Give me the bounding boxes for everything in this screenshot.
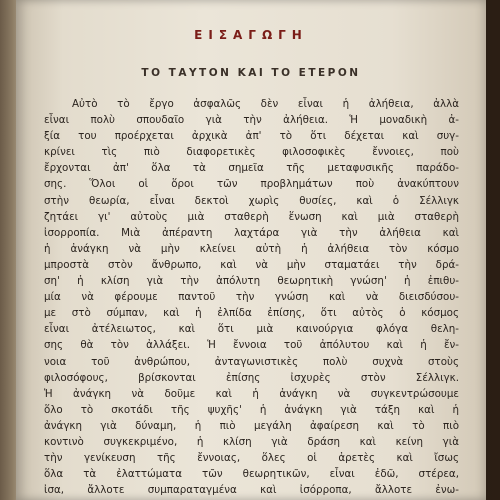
text-line: κοντινὸ συγκεκριμένο, ἡ κλίση γιὰ δράση καὶ κείνη γιὰ [44, 435, 459, 448]
book-page [16, 0, 486, 500]
section-subheading: ΤΟ ΤΑΥΤΟΝ ΚΑΙ ΤΟ ΕΤΕΡΟΝ [141, 67, 361, 79]
text-line: εἶναι πολὺ σπουδαῖο γιὰ τὴν ἀλήθεια. Ἡ μοναδικὴ ἀ- [44, 114, 459, 127]
text-line: ση' ἡ κλίση γιὰ τὴν ἀπόλυτη θεωρητικὴ γνώση' ἡ ἐπιθυ- [44, 275, 459, 288]
text-line: ἰσα, ἄλλοτε συμπαραταγμένα καὶ ἰσόρροπα, ἄλλοτε ἐνω- [44, 484, 459, 497]
text-line: ἀνάγκη γιὰ δύναμη, ἡ πιὸ μεγάλη ἀφαίρεση καὶ τὸ πιὸ [44, 419, 459, 432]
text-line: στὴν θεωρία, εἶναι δεκτοὶ χωρὶς θυσίες, καὶ ὁ Σέλλιγκ [44, 194, 459, 207]
text-line: ξία του προέρχεται ἀρχικὰ ἀπ' τὸ ὅτι δέχεται καὶ συγ- [44, 130, 459, 143]
text-line: με στὸ σύμπαν, καὶ ἡ ἐλπίδα ἐπίσης, ὅτι αὐτὸς ὁ κόσμος [44, 307, 459, 320]
text-line: ὅλο τὸ σκοτάδι τῆς ψυχῆς' ἡ ἀνάγκη γιὰ τάξη καὶ ἡ [44, 403, 459, 416]
text-line: μία νὰ φέρουμε παντοῦ τὴν γνώση καὶ νὰ διεισδύσου- [44, 291, 459, 304]
text-line: Ἡ ἀνάγκη νὰ δοῦμε καὶ ἡ ἀνάγκη νὰ συγκεντρώσουμε [44, 387, 459, 400]
page-heading: ΕΙΣΑΓΩΓΗ [194, 28, 308, 42]
body-paragraph [44, 96, 459, 498]
text-line: νοια τοῦ ἀνθρώπου, ἀνταγωνιστικὲς πολὺ συχνὰ στοὺς [44, 355, 459, 368]
text-line: μπροστὰ στὸν ἄνθρωπο, καὶ νὰ μὴν σταματάει τὴν δρά- [44, 258, 459, 271]
text-line: τὴν γενίκευση τῆς ἔννοιας, ὅλες οἱ ἀρετὲς καὶ ἴσως [44, 452, 459, 465]
text-line: ἰσορροπία. Μιὰ ἀπέραντη λαχτάρα γιὰ τὴν ἀλήθεια καὶ [44, 226, 459, 239]
text-line: ὅλα τὰ ἐλαττώματα τῶν θεωρητικῶν, εἶναι ἐδῶ, στέρεα, [44, 468, 459, 481]
text-line: ἔρχονται ἀπ' ὅλα τὰ σημεῖα τῆς μεταφυσικῆς παράδο- [44, 162, 459, 175]
text-line: ἡ ἀνάγκη νὰ μὴν κλείνει αὐτὴ ἡ ἀλήθεια τὸν κόσμο [44, 242, 459, 255]
text-line: κρίνει τὶς πιὸ διαφορετικὲς φιλοσοφικὲς ἔννοιες, ποὺ [44, 146, 459, 159]
text-line: φιλοσόφους, βρίσκονται ἐπίσης ἰσχυρὲς στὸν Σέλλιγκ. [44, 371, 459, 384]
text-line: Αὐτὸ τὸ ἔργο ἀσφαλῶς δὲν εἶναι ἡ ἀλήθεια, ἀλλὰ [72, 98, 459, 110]
text-line: σης θὰ τὸν ἀλλάξει. Ἡ ἔννοια τοῦ ἀπόλυτου καὶ ἡ ἔν- [44, 339, 459, 352]
text-line: σης. Ὅλοι οἱ ὅροι τῶν προβλημάτων ποὺ ἀνακύπτουν [44, 178, 459, 191]
text-line: ζητάει γι' αὐτοὺς μιὰ σταθερὴ ἕνωση καὶ μιὰ σταθερὴ [44, 210, 459, 223]
text-line: εἶναι ἀτέλειωτος, καὶ ὅτι μιὰ καινούργια φλόγα θελη- [44, 323, 459, 336]
